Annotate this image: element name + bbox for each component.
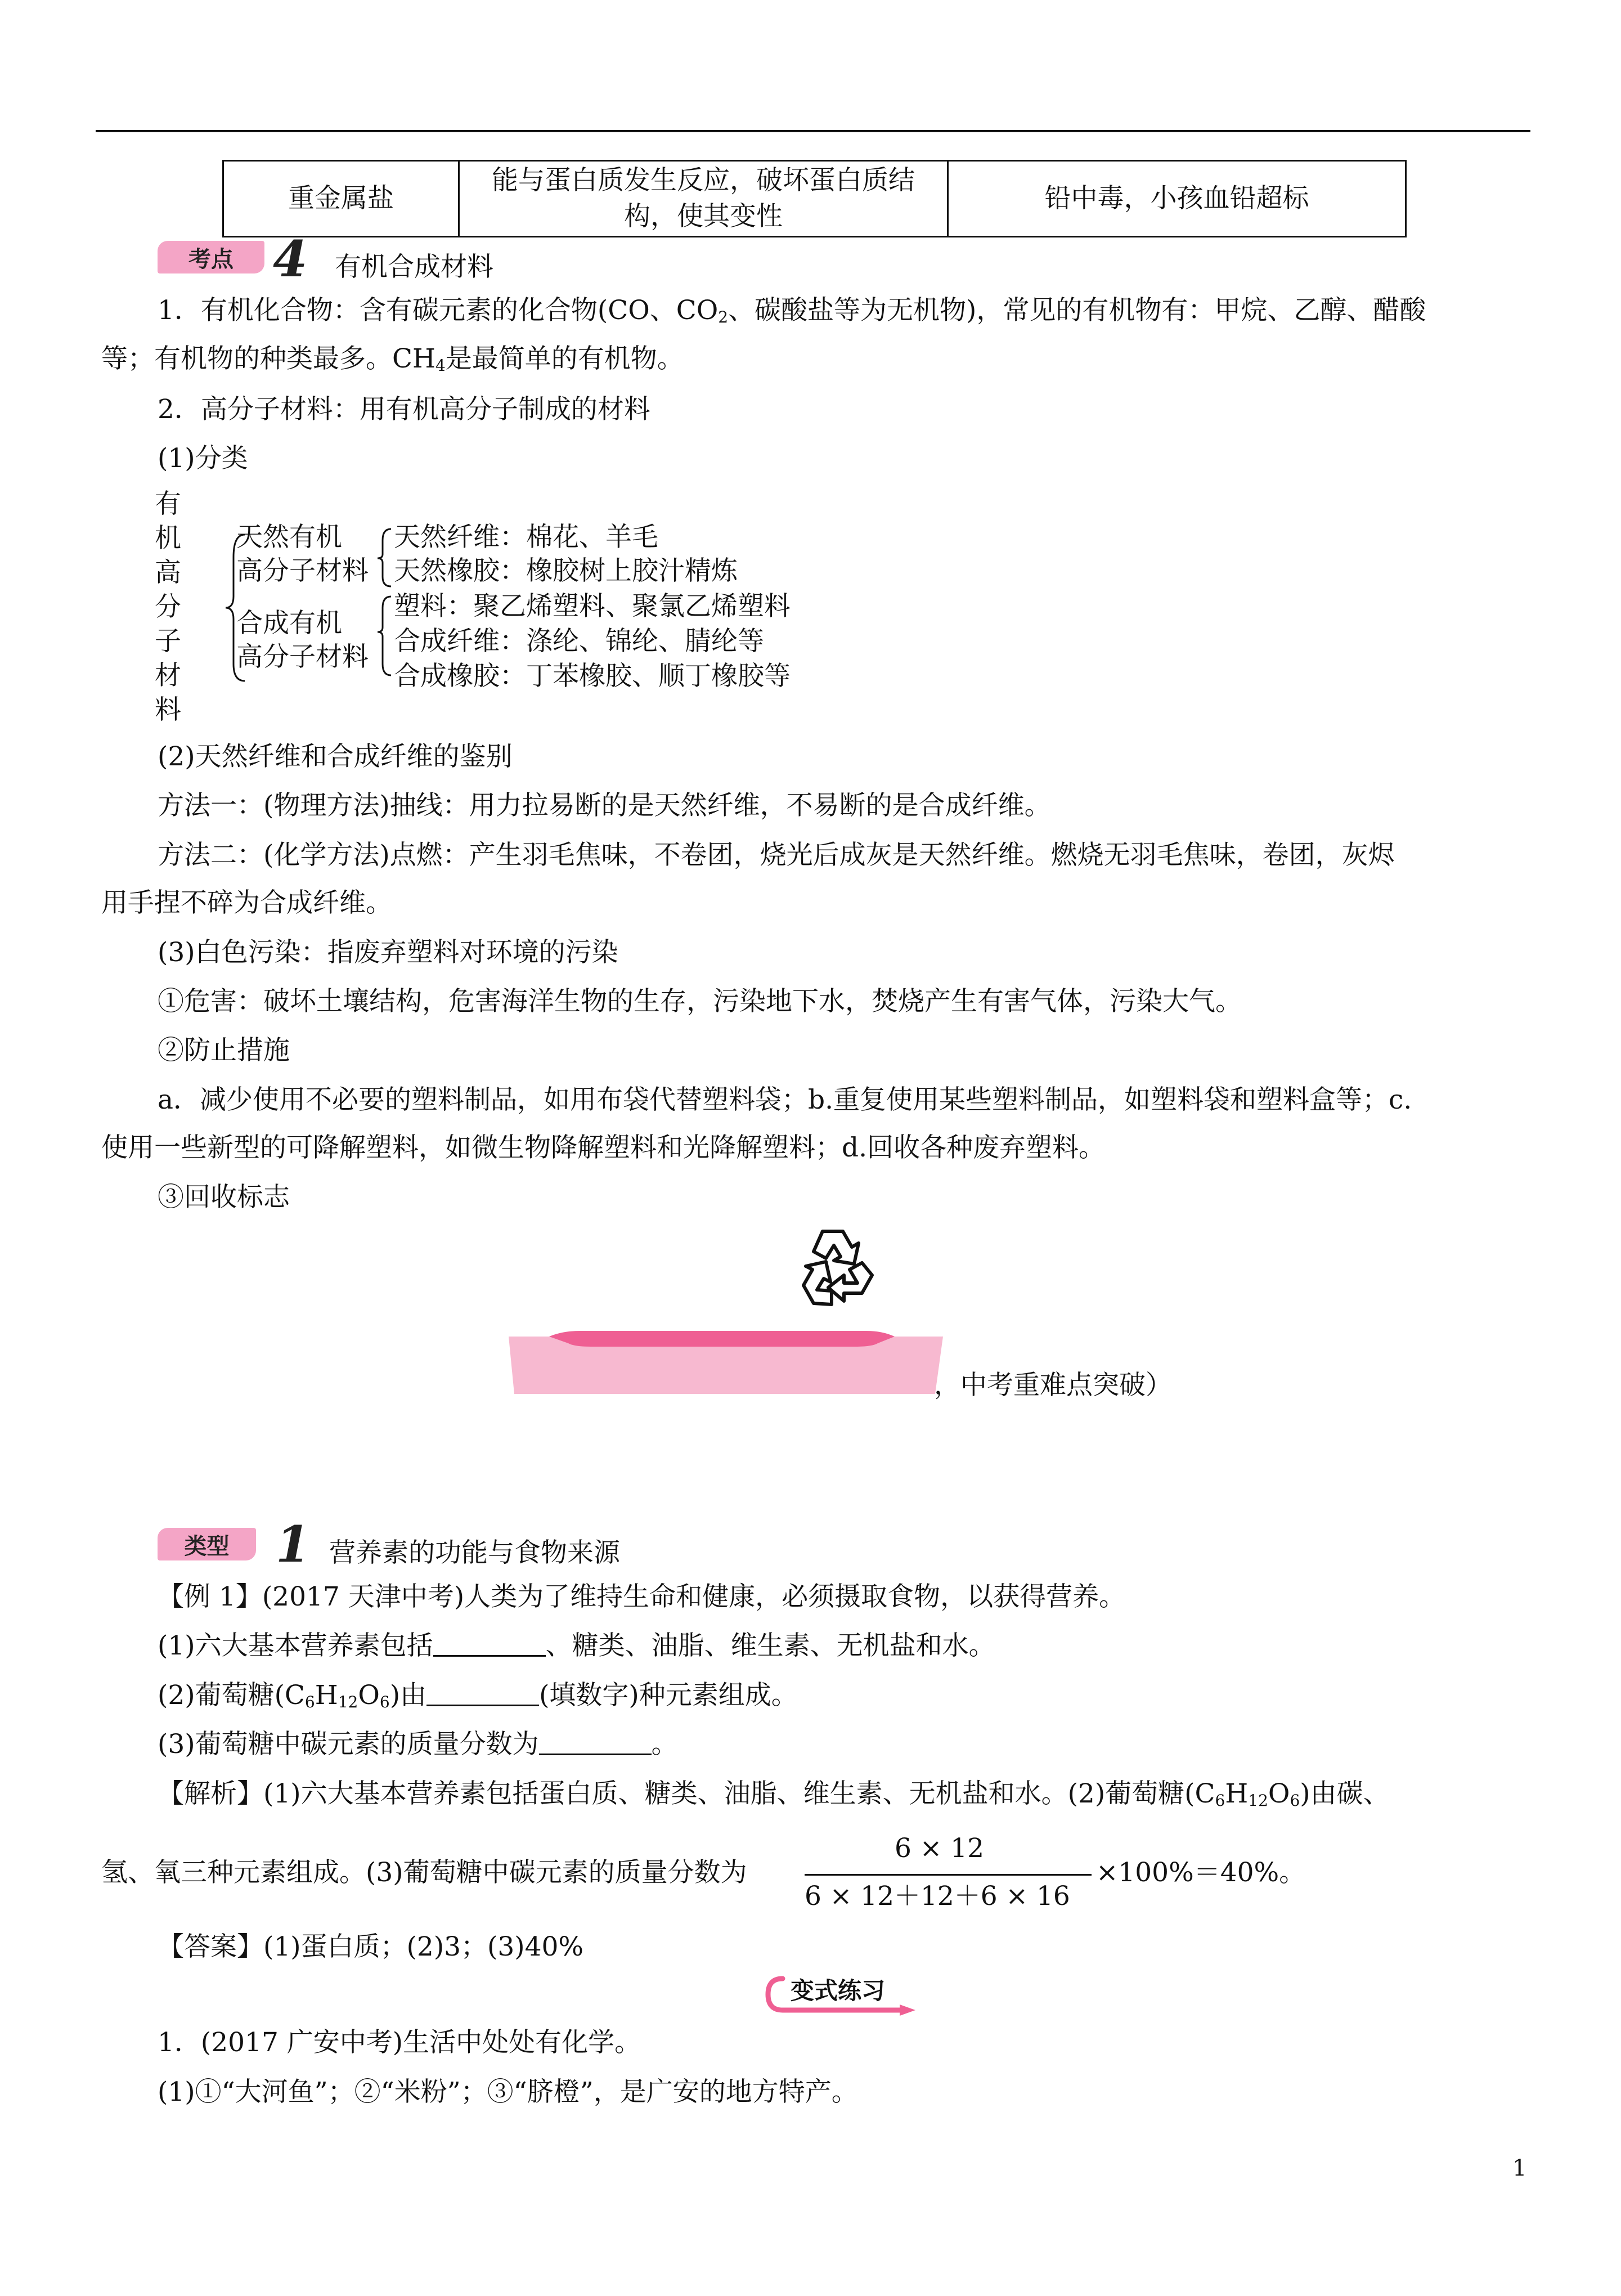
analysis: 【解析】(1)六大基本营养素包括蛋白质、糖类、油脂、维生素、无机盐和水。(2)葡萄糖$(C_6H_{12}O_6)$由碳、 — [158, 1778, 1390, 1810]
recycle-icon — [788, 1221, 889, 1317]
practice-tag: 变式练习 — [791, 1977, 886, 2004]
identification-title: (2)天然纤维和合成纤维的鉴别 — [158, 741, 513, 772]
natural-polymer-label-2: 高分子材料 — [236, 555, 369, 586]
exercise-1-part-1: (1)①“大河鱼”；②“米粉”；③“脐橙”，是广安的地方特产。 — [158, 2077, 858, 2107]
tree-root-char: 分 — [155, 591, 181, 622]
natural-rubber-item: 天然橡胶：橡胶树上胶汁精炼 — [394, 555, 738, 586]
recycle-title: ③回收标志 — [158, 1182, 290, 1213]
question-3: (3)葡萄糖中碳元素的质量分数为 。 — [158, 1729, 678, 1760]
answer-blank[interactable] — [433, 1633, 546, 1657]
section-banner — [506, 1331, 945, 1398]
fraction-numerator: 6 × 12 — [895, 1833, 984, 1864]
fraction-denominator: 6 × 12＋12＋6 × 16 — [805, 1881, 1070, 1912]
method-two-cont: 用手捏不碎为合成纤维。 — [101, 887, 392, 918]
plastic-item: 塑料：聚乙烯塑料、聚氯乙烯塑料 — [394, 591, 791, 622]
natural-polymer-label-1: 天然有机 — [236, 522, 342, 553]
fraction-result: ×100%＝40%。 — [1096, 1857, 1306, 1888]
table-cell: 重金属盐 — [223, 161, 459, 237]
section-title: 有机合成材料 — [335, 252, 493, 282]
natural-fiber-item: 天然纤维：棉花、羊毛 — [394, 522, 658, 553]
paragraph-organic-cont: 等；有机物的种类最多。$CH_4$是最简单的有机物。 — [101, 343, 684, 375]
tree-root-char: 子 — [155, 626, 181, 657]
analysis-cont: 氢、氧三种元素组成。(3)葡萄糖中碳元素的质量分数为 — [101, 1857, 747, 1888]
table-cell: 铅中毒，小孩血铅超标 — [948, 161, 1406, 237]
prevention-title: ②防止措施 — [158, 1035, 290, 1066]
tree-root-char: 机 — [155, 523, 181, 554]
white-pollution-title: (3)白色污染：指废弃塑料对环境的污染 — [158, 937, 618, 968]
banner-caption: ，中考重难点突破） — [934, 1370, 1172, 1401]
paragraph-polymer: 2．高分子材料：用有机高分子制成的材料 — [158, 394, 650, 425]
question-1: (1)六大基本营养素包括 、糖类、油脂、维生素、无机盐和水。 — [158, 1630, 995, 1661]
classification-title: (1)分类 — [158, 443, 248, 474]
paragraph-organic: 1．有机化合物：含有碳元素的化合物(CO、$CO_2$、碳酸盐等为无机物)，常见的有机物有：甲烷、乙醇、醋酸 — [158, 295, 1426, 326]
kaodian-number: 4 — [273, 230, 308, 288]
tree-root-char: 材 — [155, 660, 181, 691]
harm-text: ①危害：破坏土壤结构，危害海洋生物的生存，污染地下水，焚烧产生有害气体，污染大气。 — [158, 986, 1242, 1017]
type-title: 营养素的功能与食物来源 — [329, 1537, 620, 1568]
answer-blank[interactable] — [539, 1731, 652, 1755]
table-row — [223, 161, 1406, 237]
synthetic-rubber-item: 合成橡胶：丁苯橡胶、顺丁橡胶等 — [394, 661, 791, 692]
heavy-metal-table — [222, 160, 1407, 237]
example-1: 【例 1】(2017 天津中考)人类为了维持生命和健康，必须摄取食物，以获得营养。 — [158, 1581, 1126, 1612]
prevention-text: a．减少使用不必要的塑料制品，如用布袋代替塑料袋；b.重复使用某些塑料制品，如塑料袋和塑料盒等；c. — [158, 1084, 1412, 1115]
type-tag: 类型 — [158, 1528, 256, 1560]
synthetic-polymer-label-2: 高分子材料 — [236, 642, 369, 672]
table-cell: 能与蛋白质发生反应，破坏蛋白质结构，使其变性 — [459, 161, 948, 237]
tree-root-char: 有 — [155, 488, 181, 519]
kaodian-tag: 考点 — [158, 241, 264, 273]
synthetic-fiber-item: 合成纤维：涤纶、锦纶、腈纶等 — [394, 626, 764, 657]
header-rule — [96, 130, 1530, 132]
method-one: 方法一：(物理方法)抽线：用力拉易断的是天然纤维，不易断的是合成纤维。 — [158, 790, 1051, 821]
exercise-1: 1．(2017 广安中考)生活中处处有化学。 — [158, 2027, 641, 2058]
type-number: 1 — [276, 1515, 311, 1573]
prevention-text-cont: 使用一些新型的可降解塑料，如微生物降解塑料和光降解塑料；d.回收各种废弃塑料。 — [101, 1132, 1106, 1163]
question-2: (2)葡萄糖$(C_6H_{12}O_6)$由 (填数字)种元素组成。 — [158, 1680, 798, 1711]
tree-root-char: 高 — [155, 557, 181, 588]
answer: 【答案】(1)蛋白质；(2)3；(3)40% — [158, 1931, 584, 1962]
answer-blank[interactable] — [426, 1682, 539, 1706]
fraction-bar — [805, 1874, 1092, 1876]
method-two: 方法二：(化学方法)点燃：产生羽毛焦味，不卷团，烧光后成灰是天然纤维。燃烧无羽毛焦味，卷团，灰烬 — [158, 840, 1395, 871]
synthetic-polymer-label-1: 合成有机 — [236, 608, 342, 639]
tree-root-char: 料 — [155, 694, 181, 725]
page-number: 1 — [1512, 2155, 1527, 2181]
